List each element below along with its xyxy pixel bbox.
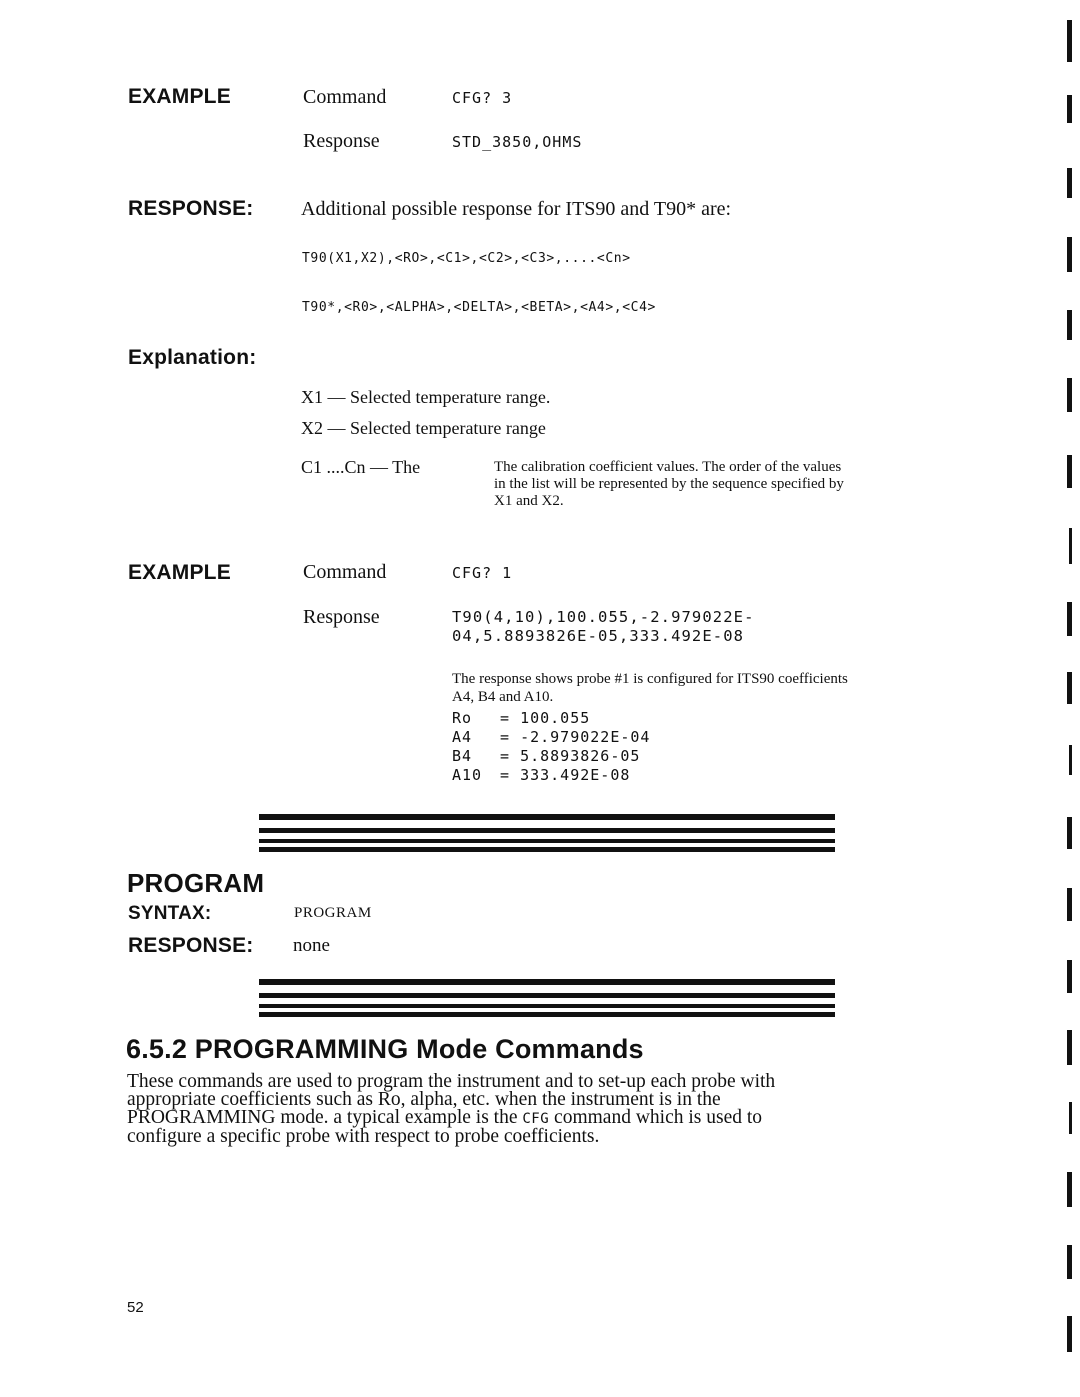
command-value: CFG? 1 — [452, 564, 513, 582]
coefficient-value: -2.979022E-04 — [520, 728, 651, 746]
inline-code: CFG — [522, 1111, 550, 1127]
divider-line — [259, 839, 835, 843]
divider-line — [259, 979, 835, 985]
command-label: Command — [303, 86, 387, 108]
response-description: Additional possible response for ITS90 and T90* are: — [301, 198, 732, 220]
paragraph-line: configure a specific probe with respect to probe coefficients. — [127, 1126, 600, 1147]
binder-mark — [1069, 745, 1072, 775]
binder-mark — [1067, 1030, 1072, 1065]
divider-line — [259, 1004, 835, 1008]
coefficient-list — [452, 709, 650, 785]
response-value: T90(4,10),100.055,-2.979022E- — [452, 608, 755, 626]
coefficient-name: Ro — [452, 709, 473, 727]
explanation-heading: Explanation: — [128, 346, 257, 369]
coefficient-value: 333.492E-08 — [520, 766, 631, 784]
response-heading: RESPONSE: — [128, 197, 254, 220]
command-value: CFG? 3 — [452, 89, 513, 107]
divider-line — [259, 828, 835, 833]
binder-mark — [1067, 168, 1072, 198]
binder-mark — [1067, 455, 1072, 488]
coefficient-name: B4 — [452, 747, 473, 765]
divider-line — [259, 847, 835, 852]
divider-line — [259, 1012, 835, 1017]
coefficient-row: A10 = 333.492E-08 — [452, 766, 631, 784]
response-value: STD_3850,OHMS — [452, 133, 583, 151]
explanation-c-description: in the list will be represented by the sequence specified by — [494, 476, 844, 492]
coefficient-name: A10 — [452, 766, 483, 784]
binder-mark — [1067, 1245, 1072, 1279]
response-value: 04,5.8893826E-05,333.492E-08 — [452, 627, 745, 645]
coefficient-value: 5.8893826-05 — [520, 747, 641, 765]
command-label: Command — [303, 561, 387, 583]
syntax-value: PROGRAM — [294, 905, 372, 921]
coefficient-row: A4 = -2.979022E-04 — [452, 728, 651, 746]
explanation-c-description: X1 and X2. — [494, 493, 564, 509]
paragraph-line: appropriate coefficients such as Ro, alpha, etc. when the instrument is in the — [127, 1089, 721, 1110]
program-title: PROGRAM — [127, 868, 265, 898]
coefficient-row: Ro = 100.055 — [452, 709, 591, 727]
response-format-line: T90*,<R0>,<ALPHA>,<DELTA>,<BETA>,<A4>,<C4> — [302, 300, 656, 315]
paragraph-text: command which is used to — [554, 1107, 763, 1128]
explanation-x2: X2 — Selected temperature range — [301, 418, 546, 438]
binder-mark — [1067, 960, 1072, 993]
binder-mark — [1069, 528, 1072, 564]
response-label: Response — [303, 606, 380, 628]
coefficient-value: 100.055 — [520, 709, 591, 727]
response-note: The response shows probe #1 is configured for ITS90 coefficients — [452, 671, 848, 687]
binder-mark — [1067, 20, 1072, 62]
syntax-label: SYNTAX: — [128, 903, 212, 924]
binder-mark — [1067, 1316, 1072, 1352]
section-paragraph — [127, 1073, 977, 1146]
binder-mark — [1067, 602, 1072, 636]
binder-mark — [1067, 95, 1072, 123]
page-number: 52 — [127, 1299, 144, 1316]
binder-mark — [1067, 888, 1072, 921]
response-value: none — [293, 935, 330, 956]
divider-line — [259, 993, 835, 998]
binder-mark — [1067, 237, 1072, 272]
coefficient-name: A4 — [452, 728, 473, 746]
paragraph-text: PROGRAMMING mode. a typical example is the — [127, 1107, 518, 1128]
section-heading: 6.5.2 PROGRAMMING Mode Commands — [126, 1034, 644, 1064]
binder-mark — [1067, 672, 1072, 704]
example-heading: EXAMPLE — [128, 85, 231, 108]
coefficient-row: B4 = 5.8893826-05 — [452, 747, 641, 765]
response-label: Response — [303, 130, 380, 152]
paragraph-line: These commands are used to program the instrument and to set-up each probe with — [127, 1071, 776, 1092]
explanation-c-description: The calibration coefficient values. The order of the values — [494, 459, 842, 475]
binder-mark — [1067, 817, 1072, 849]
example-heading: EXAMPLE — [128, 561, 231, 584]
binder-mark — [1067, 310, 1072, 340]
divider-line — [259, 814, 835, 820]
response-format-line: T90(X1,X2),<RO>,<C1>,<C2>,<C3>,....<Cn> — [302, 251, 631, 266]
response-note: A4, B4 and A10. — [452, 689, 554, 705]
binder-mark — [1067, 1172, 1072, 1207]
binder-mark — [1067, 378, 1072, 412]
response-heading: RESPONSE: — [128, 934, 254, 957]
explanation-x1: X1 — Selected temperature range. — [301, 387, 551, 407]
binder-mark — [1069, 1102, 1072, 1134]
explanation-c-label: C1 ....Cn — The — [301, 457, 421, 477]
